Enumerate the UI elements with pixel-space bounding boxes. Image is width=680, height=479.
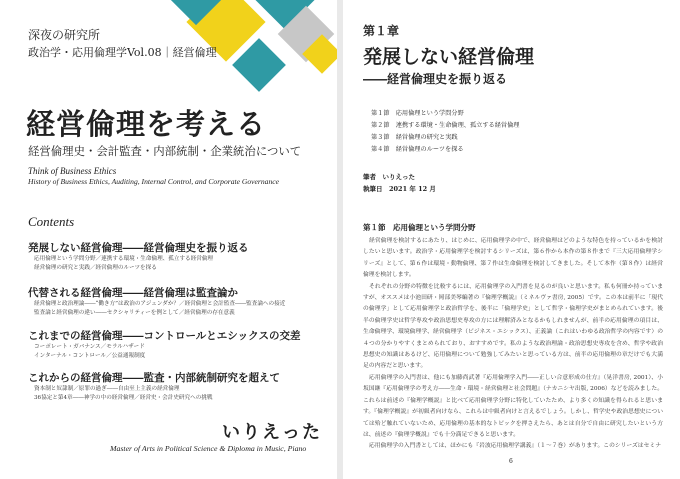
toc-entry-title: これまでの経営倫理――コントロールとエシックスの交差 xyxy=(28,330,301,342)
toc-entry xyxy=(28,285,285,318)
author-line: 筆者 いりえった xyxy=(363,173,415,181)
body-paragraph: それぞれの分野の特徴を比較するには、応用倫理学の入門書を見るのが良いと思います。私も何冊か持っていますが、オススメは小池田研・岡部美琴編著の『倫理学概説』（ミネルヴァ書房, 2005）です。この本は前半に「現代の倫理学」として応用倫理学と政治哲学を、後半に「倫理学史」として哲学・倫理学史がまとめられています。後半の倫理学史は哲学専攻や政治思想史専攻の方には理解済みとなるかもしれませんが、前半の応用倫理の項目は、生命倫理学、環境倫理学、経営倫理学（ビジネス・エシックス）、正義論（これはいわゆる政治哲学の内容です）の４つの分かりやすくまとめられており、おすすめです。私のような政治理論・政治思想史専攻を含め、哲学や政治思想史の知識はあるけど、応用倫理について勉強してみたいと思っている方は、前半の応用倫理の章だけでも大満足の内容だと思います。 xyxy=(363,283,663,370)
section-list-item: 第４節 経営倫理のルーツを探る xyxy=(371,146,464,153)
english-subtitle: History of Business Ethics, Auditing, Internal Control, and Corporate Governance xyxy=(28,177,280,186)
section-list-item: 第３節 経営倫理の研究と実践 xyxy=(371,134,458,141)
toc-entry-sub: 応用倫理という学問分野／連携する環境・生命倫理、孤立する経営倫理 xyxy=(34,256,214,262)
body-paragraph: 応用倫理学の入門書は、他にも加藤尚武著『応用倫理学入門――正しい合意形成の仕方』（晃洋書房, 2001）、小坂国継『応用倫理学の考え方――生命・環境・経営倫理と社会問題』（ナカニシヤ出版, 2006）などを読みました。これらは前述の『倫理学概説』と比べて応用倫理学分野に特化していたため、より多くの知識を得られると思います。『倫理学概説』が初級者向けなら、これらは中級者向けと言えるでしょう。しかし、哲学史や政治思想史については殆ど触れていないため、応用倫理の基本的なトピックを押さえたら、あとは自分で自由に研究したいという方は、前述の『倫理学概説』でも十分満足できると思います。 xyxy=(363,374,663,438)
body-text xyxy=(363,236,663,453)
toc-entry xyxy=(28,370,280,403)
date-line: 執筆日 2021 年 12 月 xyxy=(363,185,436,193)
book-subtitle: 経営倫理史・会計監査・内部統制・企業統治について xyxy=(28,144,302,158)
toc-entry-title: 代替される経営倫理――経営倫理は監査論か xyxy=(28,287,238,299)
toc-entry-sub: インターナル・コントロール／公益通報制度 xyxy=(34,353,146,359)
toc-entry-sub: コーポレート・ガバナンス／モラルハザード xyxy=(34,344,145,350)
book-title: 経営倫理を考える xyxy=(26,107,267,141)
toc-entry-title: 発展しない経営倫理――経営倫理史を振り返る xyxy=(28,242,249,254)
body-paragraph: 経営倫理を検討するにあたり、はじめに、応用倫理学の中で、経営倫理はどのような特色を持っているかを検討したいと思います。政治学・応用倫理学を検討するシリーズは、第６作から本作の第８作まで『三大応用倫理学シリーズ』として、第６作は環境・動物倫理、第７作は生命倫理を検討してきました。そして本作（第８作）は経営倫理を検討します。 xyxy=(363,238,663,279)
section-list-item: 第１節 応用倫理という学問分野 xyxy=(371,110,464,117)
toc-entry-sub: 36協定と第4章――神学の中の経営倫理／経営史・会計史研究への挑戦 xyxy=(34,395,213,401)
right-page xyxy=(343,0,680,479)
section-list-item: 第２節 連携する環境・生命倫理、孤立する経営倫理 xyxy=(371,122,520,129)
series-name: 深夜の研究所 xyxy=(28,28,101,42)
left-page xyxy=(0,0,337,479)
author-credentials: Master of Arts in Political Science & Diploma in Music, Piano xyxy=(110,444,307,453)
page-number: 6 xyxy=(509,458,513,465)
toc-entry-sub: 資本制と奴隷制／原罪の過ぎ――自由至上主義の経営倫理 xyxy=(34,386,180,392)
author-signature: いりえった xyxy=(222,422,322,443)
body-paragraph: 応用倫理学の入門書としては、ほかにも『岩波応用倫理学講義』（１〜７巻）があります。このシリーズはセミナ xyxy=(369,443,661,450)
section-heading: 第１節 応用倫理という学問分野 xyxy=(363,223,476,232)
chapter-label: 第１章 xyxy=(363,24,400,38)
series-volume: 政治学・応用倫理学Vol.08｜経営倫理 xyxy=(28,46,217,59)
chapter-subtitle: ――経営倫理史を振り返る xyxy=(363,72,508,86)
toc-entry-sub: 経営倫理と政治理論――“働き方”は政治のアジェンダか？／経営倫理と会計監査――監査論への接近 xyxy=(34,301,286,307)
toc-entry xyxy=(28,240,249,273)
section-list xyxy=(371,108,520,156)
toc-entry-sub: 経営倫理の研究と実践／経営倫理のルーツを探る xyxy=(34,265,157,271)
toc-entry-sub: 監査論と経営倫理の違い――セクシャリティーを例として／経営倫理の存在意義 xyxy=(34,310,235,316)
toc-entry xyxy=(28,328,300,361)
contents-heading: Contents xyxy=(28,214,75,229)
english-title: Think of Business Ethics xyxy=(28,166,117,176)
toc-entry-title: これからの経営倫理――監査・内部統制研究を超えて xyxy=(28,372,280,384)
chapter-title: 発展しない経営倫理 xyxy=(363,46,535,68)
